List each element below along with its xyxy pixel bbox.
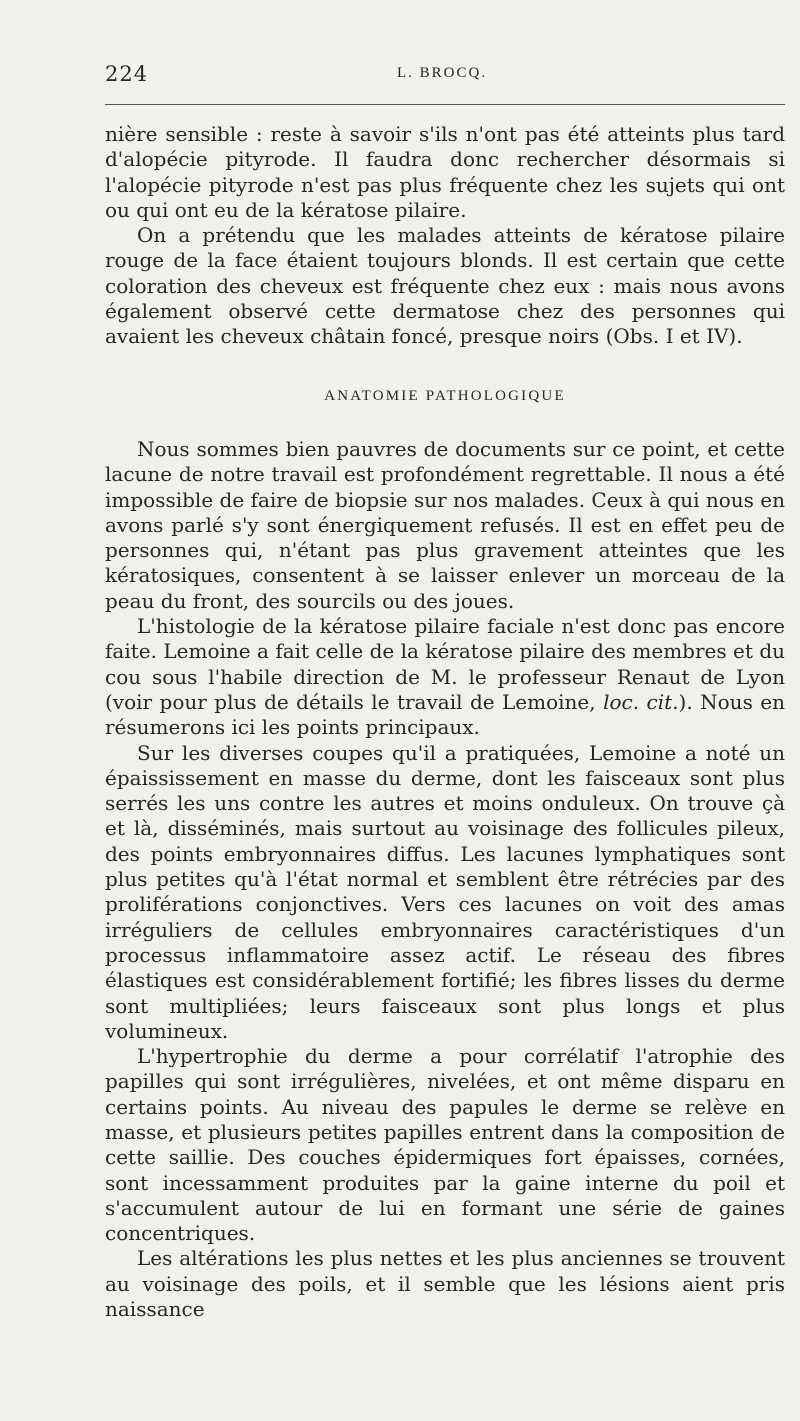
running-title: L. BROCQ. <box>397 65 488 81</box>
section-heading: ANATOMIE PATHOLOGIQUE <box>324 387 566 404</box>
paragraph: Sur les diverses coupes qu'il a pratiquées, Lemoine a noté un épaississement en masse du derme, dont les faisceaux sont plus serrés les uns contre les autres et moins onduleux. On trouve çà et là, disséminés, mais surtout au voisinage des follicules pileux, des points embryonnaires diffus. Les lacunes lymphatiques sont plus petites qu'à l'état normal et semblent être rétrécies par des proliférations conjonctives. Vers ces lacunes on voit des amas irréguliers de cellules embryonnaires caractéristiques d'un processus inflammatoire assez actif. Le réseau des fibres élastiques est considérablement fortifié; les fibres lisses du derme sont multipliées; leurs faisceaux sont plus longs et plus volumineux. <box>105 740 785 1043</box>
text-span: ). Nous en résumerons ici les points principaux. <box>105 689 785 740</box>
page-number: 224 <box>105 62 149 86</box>
paragraph: nière sensible : reste à savoir s'ils n'ont pas été atteints plus tard d'alopécie pityrode. Il faudra donc rechercher désormais si l'alopécie pityrode n'est pas plus fréquente chez les sujets qui ont ou qui ont eu de la kératose pilaire. <box>105 122 785 222</box>
paragraph <box>105 614 785 740</box>
paragraph: L'hypertrophie du derme a pour corrélatif l'atrophie des papilles qui sont irrégulières, nivelées, et ont même disparu en certains points. Au niveau des papules le derme se relève en masse, et plusieurs petites papilles entrent dans la composition de cette saillie. Des couches épidermiques fort épaisses, cornées, sont incessamment produites par la gaine interne du poil et s'accumulent autour de lui en formant une série de gaines concentriques. <box>105 1044 785 1246</box>
paragraph: Les altérations les plus nettes et les plus anciennes se trouvent au voisinage des poils, et il semble que les lésions aient pris naissance <box>105 1246 785 1322</box>
paragraph: On a prétendu que les malades atteints de kératose pilaire rouge de la face étaient toujours blonds. Il est certain que cette coloration des cheveux est fréquente chez eux : mais nous avons également observé cette dermatose chez des personnes qui avaient les cheveux châtain foncé, presque noirs (Obs. I et IV). <box>105 223 785 349</box>
body-text <box>105 122 785 1322</box>
text-span: L'histologie de la kératose pilaire faciale n'est donc pas encore faite. Lemoine a fait celle de la kératose pilaire des membres et du cou sous l'habile direction de M. le professeur Renaut de Lyon (voir pour plus de détails le travail de Lemoine, <box>105 614 785 714</box>
page-header <box>105 62 785 92</box>
paragraph: Nous sommes bien pauvres de documents sur ce point, et cette lacune de notre travail est profondément regrettable. Il nous a été impossible de faire de biopsie sur nos malades. Ceux à qui nous en avons parlé s'y sont énergiquement refusés. Il est en effet peu de personnes qui, n'étant pas plus gravement atteintes que les kératosiques, consentent à se laisser enlever un morceau de la peau du front, des sourcils ou des joues. <box>105 436 785 613</box>
header-rule <box>105 104 785 105</box>
citation-ref: loc. cit. <box>603 689 679 714</box>
